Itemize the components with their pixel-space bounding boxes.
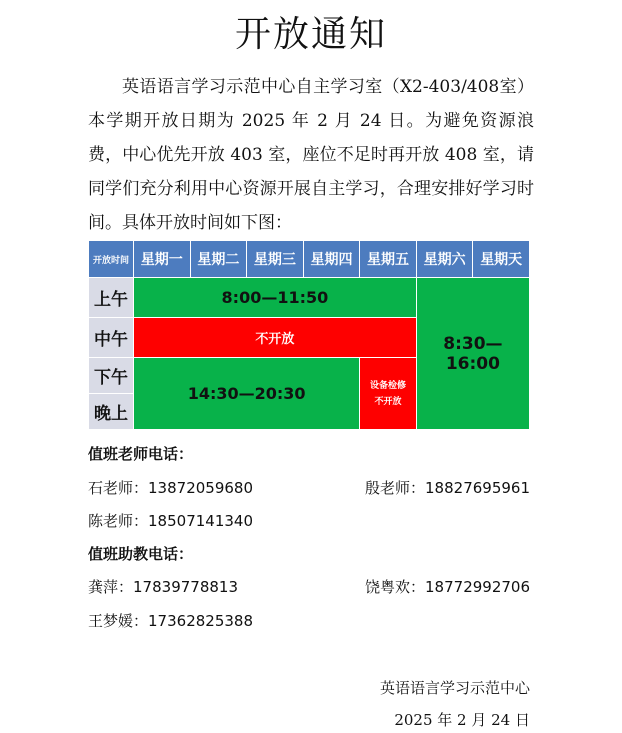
row-label-morning: 上午 bbox=[89, 278, 134, 318]
teacher-name: 陈老师： bbox=[88, 512, 149, 530]
header-day: 星期二 bbox=[190, 241, 247, 278]
header-day: 星期天 bbox=[473, 241, 530, 278]
assistant-phone: 17839778813 bbox=[133, 578, 238, 596]
schedule-table bbox=[88, 240, 530, 430]
assistant-name: 龚萍： bbox=[88, 578, 134, 596]
schedule-row-morning bbox=[89, 278, 530, 318]
teacher-name: 殷老师： bbox=[365, 479, 426, 497]
teachers-heading: 值班老师电话： bbox=[88, 445, 194, 463]
friday-maintenance-line2: 不开放 bbox=[374, 396, 402, 407]
assistant-phone: 17362825388 bbox=[148, 612, 253, 630]
assistant-phone: 18772992706 bbox=[425, 578, 530, 596]
weekday-afternoon-evening-cell: 14:30—20:30 bbox=[134, 358, 360, 430]
header-day: 星期六 bbox=[416, 241, 473, 278]
row-label-evening: 晚上 bbox=[89, 394, 134, 430]
intro-paragraph: 英语语言学习示范中心自主学习室（X2-403/408室）本学期开放日期为 2025 年 2 月 24 日。为避免资源浪费，中心优先开放 403 室，座位不足时再开放 408 室，请同学们充分利用中心资源开展自主学习，合理安排好学习时间。具体开放时间如下图： bbox=[88, 77, 534, 233]
assistant-contact bbox=[365, 576, 530, 597]
page-title: 开放通知 bbox=[234, 14, 387, 55]
weekend-cell: 8:30—16:00 bbox=[416, 278, 529, 430]
row-label-noon: 中午 bbox=[89, 318, 134, 358]
weekday-noon-cell: 不开放 bbox=[134, 318, 417, 358]
signature-org: 英语语言学习示范中心 bbox=[379, 679, 530, 697]
assistant-name: 王梦媛： bbox=[88, 612, 149, 630]
teacher-contact bbox=[88, 510, 253, 531]
friday-maintenance-cell bbox=[360, 358, 417, 430]
assistant-contact bbox=[88, 610, 253, 631]
teacher-phone: 13872059680 bbox=[148, 479, 253, 497]
assistant-contact bbox=[88, 576, 238, 597]
row-label-afternoon: 下午 bbox=[89, 358, 134, 394]
header-day: 星期五 bbox=[360, 241, 417, 278]
teacher-phone: 18507141340 bbox=[148, 512, 253, 530]
assistant-name: 饶粤欢： bbox=[365, 578, 426, 596]
schedule-header-row bbox=[89, 241, 530, 278]
weekday-morning-cell: 8:00—11:50 bbox=[134, 278, 417, 318]
assistants-heading: 值班助教电话： bbox=[88, 545, 194, 563]
teacher-name: 石老师： bbox=[88, 479, 149, 497]
signature-date: 2025 年 2 月 24 日 bbox=[394, 711, 530, 729]
teacher-contact bbox=[88, 477, 253, 498]
teacher-contact bbox=[365, 477, 530, 498]
header-day: 星期三 bbox=[247, 241, 304, 278]
teacher-phone: 18827695961 bbox=[425, 479, 530, 497]
header-day: 星期一 bbox=[134, 241, 191, 278]
header-day: 星期四 bbox=[303, 241, 360, 278]
header-corner: 开放时间 bbox=[89, 241, 134, 278]
friday-maintenance-line1: 设备检修 bbox=[370, 380, 407, 391]
